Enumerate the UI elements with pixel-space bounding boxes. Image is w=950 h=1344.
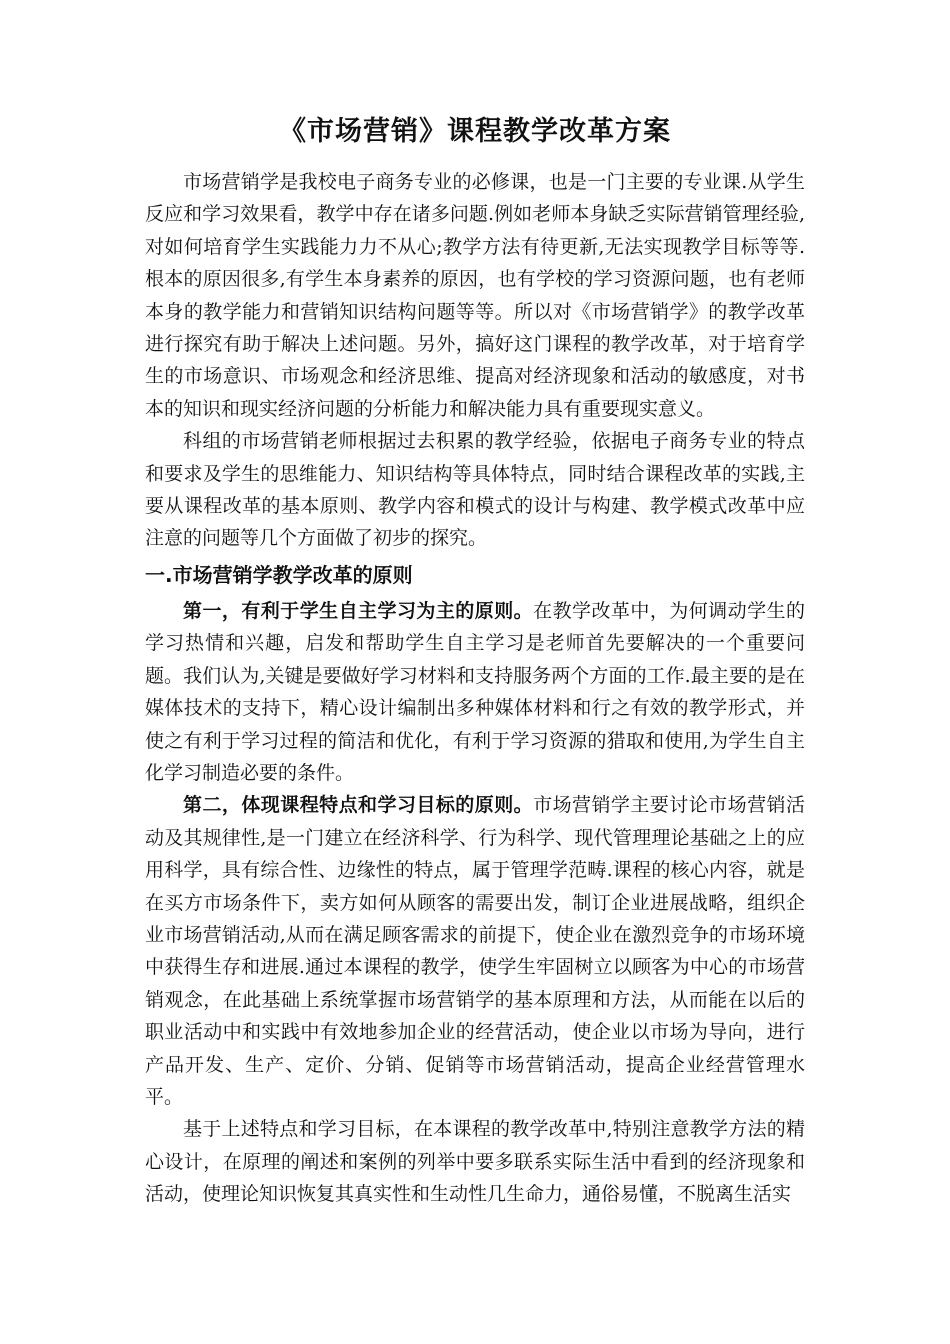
document-title: 《市场营销》课程教学改革方案 [279,116,671,147]
principle-2-lead: 第二，体现课程特点和学习目标的原则。 [183,794,534,817]
intro-paragraph-1: 市场营销学是我校电子商务专业的必修课，也是一门主要的专业课.从学生反应和学习效果看，教学中存在诸多问题.例如老师本身缺乏实际营销管理经验,对如何培育学生实践能力力不从心;教学方法有待更新,无法实现教学目标等等.根本的原因很多,有学生本身素养的原因，也有学校的学习资源问题，也有老师本身的教学能力和营销知识结构问题等等。所以对《市场营销学》的教学改革进行探究有助于解决上述问题。另外，搞好这门课程的教学改革，对于培育学生的市场意识、市场观念和经济思维、提高对经济现象和活动的敏感度，对书本的知识和现实经济问题的分析能力和解决能力具有重要现实意义。 [145,171,805,420]
principle-2-body: 市场营销学主要讨论市场营销活动及其规律性,是一门建立在经济科学、行为科学、现代管理理论基础之上的应用科学，具有综合性、边缘性的特点，属于管理学范畴.课程的核心内容，就是在买方市场条件下，卖方如何从顾客的需要出发，制订企业进展战略，组织企业市场营销活动,从而在满足顾客需求的前提下，使企业在激烈竞争的市场环境中获得生存和进展.通过本课程的教学，使学生牢固树立以顾客为中心的市场营销观念，在此基础上系统掌握市场营销学的基本原理和方法，从而能在以后的职业活动中和实践中有效地参加企业的经营活动，使企业以市场为导向，进行产品开发、生产、定价、分销、促销等市场营销活动，提高企业经营管理水平。 [145,794,805,1108]
principle-2-paragraph [145,789,805,1113]
principle-1-lead: 第一，有利于学生自主学习为主的原则。 [183,599,534,622]
principle-1-body: 在教学改革中，为何调动学生的学习热情和兴趣，启发和帮助学生自主学习是老师首先要解决的一个重要问题。我们认为,关键是要做好学习材料和支持服务两个方面的工作.最主要的是在媒体技术的支持下，精心设计编制出多种媒体材料和行之有效的教学形式，并使之有利于学习过程的简洁和优化，有利于学习资源的猎取和使用,为学生自主化学习制造必要的条件。 [145,599,805,784]
principle-1-paragraph [145,595,805,789]
continuation-paragraph: 基于上述特点和学习目标，在本课程的教学改革中,特别注意教学方法的精心设计，在原理的阐述和案例的列举中要多联系实际生活中看到的经济现象和活动，使理论知识恢复其真实性和生动性几生命力，通俗易懂，不脱离生活实 [145,1118,805,1206]
document-page [145,112,805,1211]
section-1-heading: 一.市场营销学教学改革的原则 [145,562,413,587]
intro-paragraph-2: 科组的市场营销老师根据过去积累的教学经验，依据电子商务专业的特点和要求及学生的思维能力、知识结构等具体特点，同时结合课程改革的实践,主要从课程改革的基本原则、教学内容和模式的设计与构建、教学模式改革中应注意的问题等几个方面做了初步的探究。 [145,430,805,550]
